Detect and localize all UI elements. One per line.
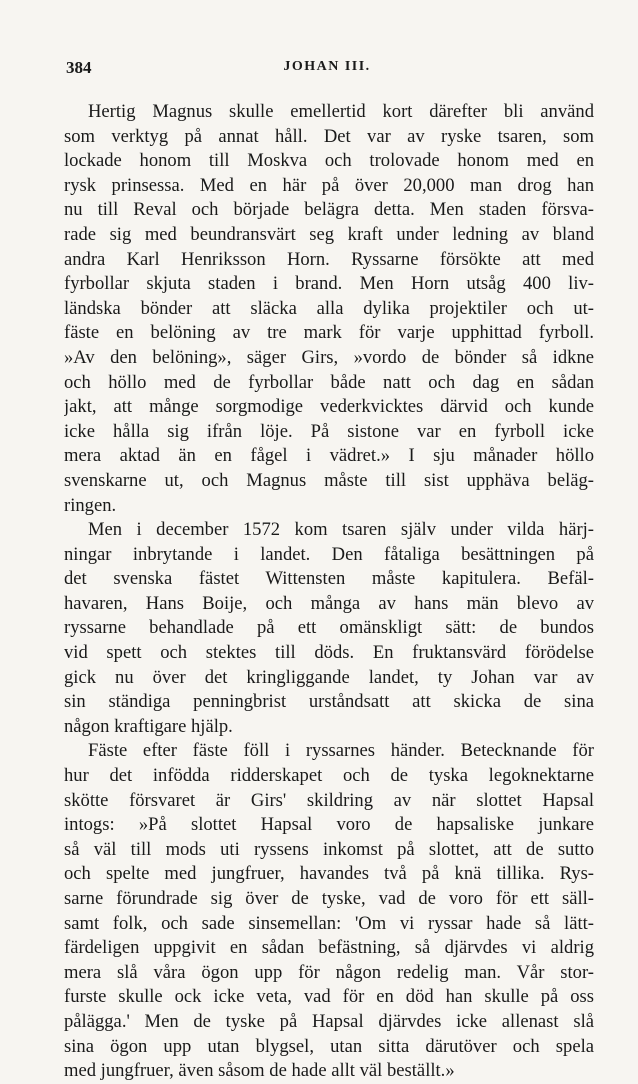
- text-line: ringen.: [64, 494, 117, 516]
- text-line: rysk prinsessa. Med en här på över 20,000 man drog han: [64, 174, 594, 196]
- text-line: andra Karl Henriksson Horn. Ryssarne försökte att med: [64, 248, 594, 270]
- text-line: icke hålla sig ifrån löje. På sistone var en fyrboll icke: [64, 420, 594, 442]
- text-line: och höllo med de fyrbollar både natt och dag en sådan: [64, 371, 594, 393]
- text-line: färdeligen uppgivit en sådan befästning, så djärvdes vi aldrig: [64, 937, 594, 959]
- text-line: hur det infödda ridderskapet och de tyska legoknektarne: [64, 765, 594, 787]
- text-line: Hertig Magnus skulle emellertid kort därefter bli använd: [88, 101, 594, 122]
- text-line: någon kraftigare hjälp.: [64, 715, 233, 737]
- text-line: rade sig med beundransvärt seg kraft under ledning av bland: [64, 223, 594, 245]
- text-line: Fäste efter fäste föll i ryssarnes händer. Betecknande för: [88, 740, 594, 762]
- text-line: sina ögon upp utan blygsel, utan sitta därutöver och spela: [64, 1035, 594, 1057]
- text-line: Men i december 1572 kom tsaren själv under vilda härj-: [88, 519, 594, 541]
- text-line: intogs: »På slottet Hapsal voro de hapsaliske junkare: [64, 814, 594, 836]
- text-line: fyrbollar skjuta staden i brand. Men Horn utsåg 400 liv-: [64, 273, 594, 295]
- text-line: jakt, att månge sorgmodige vederkvicktes därvid och kunde: [64, 396, 594, 418]
- text-line: samt folk, och sade sinsemellan: 'Om vi ryssar hade så lätt-: [64, 912, 594, 934]
- text-line: furste skulle ock icke veta, vad för en död han skulle på oss: [64, 986, 594, 1008]
- text-line: nu till Reval och började belägra detta. Men staden försva-: [64, 199, 594, 221]
- text-line: skötte försvaret är Girs' skildring av när slottet Hapsal: [64, 789, 594, 811]
- text-line: lockade honom till Moskva och trolovade honom med en: [64, 150, 594, 172]
- text-line: och spelte med jungfruer, havandes två på knä tillika. Rys-: [64, 863, 594, 885]
- text-line: som verktyg på annat håll. Det var av ryske tsaren, som: [64, 125, 594, 147]
- text-line: så väl till mods uti ryssens inkomst på slottet, att de sutto: [64, 838, 594, 860]
- text-line: ryssarne behandlade på ett omänskligt sätt: de bundos: [64, 617, 594, 639]
- text-line: ningar inbrytande i landet. Den fåtaliga besättningen på: [64, 543, 594, 565]
- text-line: mera aktad än en fågel i vädret.» I sju månader höllo: [64, 445, 594, 467]
- text-line: havaren, Hans Boije, och många av hans män blevo av: [64, 592, 594, 614]
- text-line: gick nu över det kringliggande landet, ty Johan var av: [64, 666, 594, 688]
- text-line: sarne förundrade sig över de tyske, vad de voro för ett säll-: [64, 888, 594, 909]
- page-number: 384: [66, 58, 92, 77]
- text-line: ländska bönder att släcka alla dylika projektiler och ut-: [64, 297, 594, 319]
- running-title: JOHAN III.: [283, 59, 371, 74]
- text-line: »Av den belöning», säger Girs, »vordo de bönder så idkne: [64, 346, 594, 368]
- text-line: mera slå våra ögon upp för någon redelig man. Vår stor-: [64, 961, 594, 983]
- text-line: vid spett och stektes till döds. En fruktansvärd förödelse: [64, 642, 594, 664]
- text-line: sin ständiga penningbrist urståndsatt att skicka de sina: [64, 691, 594, 713]
- text-line: pålägga.' Men de tyske på Hapsal djärvdes icke allenast slå: [64, 1010, 594, 1032]
- text-line: svenskarne ut, och Magnus måste till sist upphäva beläg-: [64, 469, 594, 491]
- body-text: [64, 100, 594, 1084]
- text-line: det svenska fästet Wittensten måste kapitulera. Befäl-: [64, 568, 594, 590]
- text-line: med jungfruer, även såsom de hade allt väl beställt.»: [64, 1060, 455, 1082]
- page-header: [66, 58, 588, 84]
- text-line: fäste en belöning av tre mark för varje upphittad fyrboll.: [64, 322, 594, 344]
